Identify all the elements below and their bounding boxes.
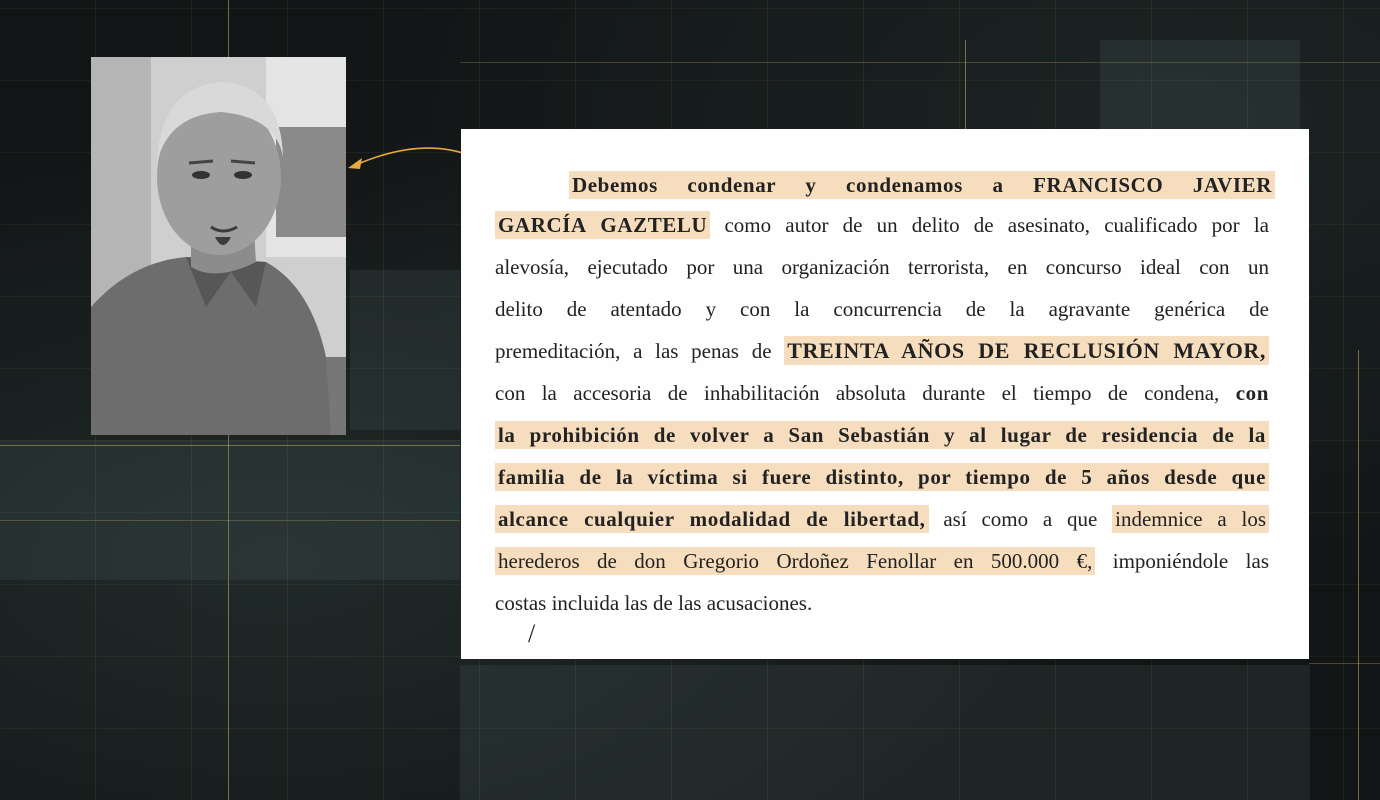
noise-block xyxy=(350,270,460,430)
grid-line xyxy=(1358,350,1359,800)
portrait-icon xyxy=(91,57,346,435)
noise-block xyxy=(1100,40,1300,130)
highlighted-text: alcance cualquier modalidad de libertad, xyxy=(495,505,929,533)
document-line xyxy=(495,253,1269,281)
document-line xyxy=(569,171,1275,199)
grid-line xyxy=(1309,663,1380,664)
highlighted-text: la prohibición de volver a San Sebastián y al lugar de residencia de la xyxy=(495,421,1269,449)
document-text: premeditación, a las penas de xyxy=(495,339,785,363)
document-text: costas incluida las de las acusaciones. xyxy=(495,591,813,615)
document-line xyxy=(495,547,1269,575)
grid-line xyxy=(965,40,966,130)
handwritten-mark: / xyxy=(528,619,536,648)
highlighted-text: familia de la víctima si fuere distinto, por tiempo de 5 años desde que xyxy=(495,463,1269,491)
document-text: imponiéndole las xyxy=(1095,549,1270,573)
document-line xyxy=(495,211,1269,239)
document-line xyxy=(495,505,1269,533)
document-line xyxy=(495,589,1269,617)
document-text: con xyxy=(1235,381,1269,405)
document-line xyxy=(495,379,1269,407)
noise-block xyxy=(460,665,1310,800)
document-line xyxy=(495,295,1269,323)
court-ruling-excerpt xyxy=(461,129,1309,659)
document-text: delito de atentado y con la concurrencia de la agravante genérica de xyxy=(495,297,1269,321)
document-line xyxy=(495,421,1269,449)
document-text: alevosía, ejecutado por una organización terrorista, en concurso ideal con un xyxy=(495,255,1269,279)
document-line xyxy=(495,463,1269,491)
highlighted-text: herederos de don Gregorio Ordoñez Fenollar en 500.000 €, xyxy=(495,547,1095,575)
highlighted-text: Debemos condenar y condenamos a FRANCISCO JAVIER xyxy=(569,171,1275,199)
noise-block xyxy=(0,440,460,580)
highlighted-text: indemnice a los xyxy=(1112,505,1269,533)
highlighted-text: GARCÍA GAZTELU xyxy=(495,211,710,239)
document-line xyxy=(495,337,1269,365)
highlighted-text: TREINTA AÑOS DE RECLUSIÓN MAYOR, xyxy=(784,336,1269,365)
document-text: con la accesoria de inhabilitación absoluta durante el tiempo de condena, xyxy=(495,381,1236,405)
document-text: como autor de un delito de asesinato, cualificado por la xyxy=(710,213,1269,237)
document-text: así como a que xyxy=(928,507,1113,531)
portrait-photo xyxy=(91,57,346,435)
